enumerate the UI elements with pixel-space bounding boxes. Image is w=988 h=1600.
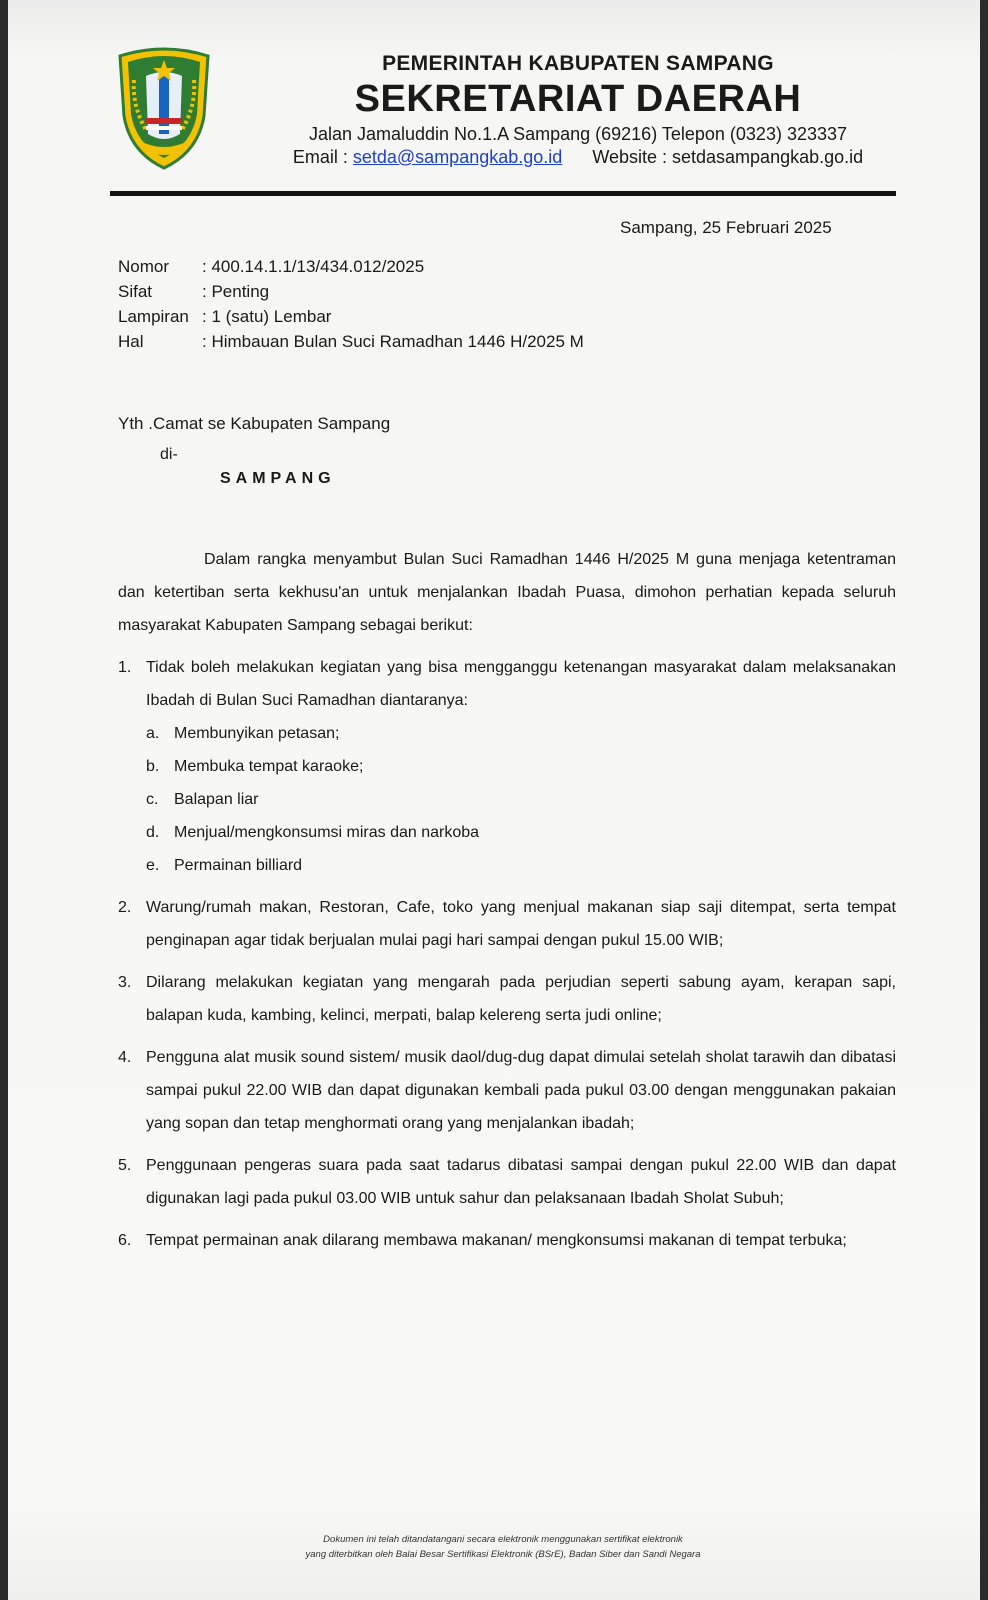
sub-list-item — [146, 849, 896, 882]
list-item — [118, 1041, 896, 1140]
footer-line-2: yang diterbitkan oleh Balai Besar Sertifikasi Elektronik (BSrE), Badan Siber dan Sandi Negara — [305, 1549, 701, 1560]
meta-row-sifat — [118, 279, 584, 304]
item-number: 2. — [118, 899, 132, 916]
item-number: 3. — [118, 974, 132, 991]
website-text: Website : setdasampangkab.go.id — [592, 147, 864, 167]
sub-item-text: Membunyikan petasan; — [174, 725, 340, 742]
meta-row-nomor — [118, 254, 584, 279]
meta-row-hal — [118, 329, 584, 354]
item-number: 6. — [118, 1232, 132, 1249]
letterhead-address: Jalan Jamaluddin No.1.A Sampang (69216) Telepon (0323) 323337 — [308, 124, 848, 144]
meta-value: : Penting — [202, 282, 270, 301]
letterhead-contact — [218, 147, 938, 168]
meta-key: Sifat — [118, 282, 153, 301]
list-item — [118, 966, 896, 1032]
list-item — [118, 651, 896, 882]
meta-key: Hal — [118, 332, 144, 351]
meta-value: : Himbauan Bulan Suci Ramadhan 1446 H/2025 M — [202, 332, 584, 351]
sub-item-text: Membuka tempat karaoke; — [174, 758, 364, 775]
letter-date: Sampang, 25 Februari 2025 — [620, 218, 832, 237]
sub-list-item — [146, 783, 896, 816]
kabupaten-sampang-emblem-icon — [112, 46, 216, 172]
numbered-list — [118, 651, 896, 1257]
document-page — [8, 0, 980, 1600]
sub-item-letter: b. — [146, 758, 160, 775]
list-item — [118, 1149, 896, 1215]
sub-item-text: Balapan liar — [174, 791, 259, 808]
letterhead-divider — [110, 191, 896, 196]
email-link[interactable]: setda@sampangkab.go.id — [352, 147, 563, 167]
item-text: Tidak boleh melakukan kegiatan yang bisa mengganggu ketenangan masyarakat dalam melaksanakan Ibadah di Bulan Suci Ramadhan diantaranya: — [146, 659, 896, 709]
item-text: Dilarang melakukan kegiatan yang mengarah pada perjudian seperti sabung ayam, kerapan sapi, balapan kuda, kambing, kelinci, merpati, balap kelereng serta judi online; — [146, 974, 896, 1024]
sub-item-letter: e. — [146, 857, 160, 874]
email-label: Email : — [292, 147, 348, 167]
sub-list-item — [146, 750, 896, 783]
recipient-city: SAMPANG — [220, 470, 336, 487]
sub-item-letter: d. — [146, 824, 160, 841]
recipient: Yth .Camat se Kabupaten Sampang — [118, 414, 391, 433]
item-number: 5. — [118, 1157, 132, 1174]
letter-body — [118, 543, 896, 1257]
item-number: 1. — [118, 659, 132, 676]
footer-line-1: Dokumen ini telah ditandatangani secara elektronik menggunakan sertifikat elektronik — [323, 1534, 683, 1545]
sub-item-text: Permainan billiard — [174, 857, 303, 874]
sub-list — [146, 717, 896, 882]
list-item — [118, 891, 896, 957]
letterhead — [218, 52, 938, 168]
e-signature-note — [218, 1532, 788, 1562]
letterhead-government: PEMERINTAH KABUPATEN SAMPANG — [382, 52, 774, 75]
sub-item-letter: a. — [146, 725, 160, 742]
item-text: Pengguna alat musik sound sistem/ musik daol/dug-dug dapat dimulai setelah sholat tarawih dan dibatasi sampai pukul 22.00 WIB dan dapat digunakan kembali pada pukul 03.00 dengan menggunakan pakaian yang sopan dan tetap menghormati orang yang menjalankan ibadah; — [146, 1049, 896, 1132]
list-item — [118, 1224, 896, 1257]
recipient-di: di- — [160, 446, 178, 463]
sub-list-item — [146, 717, 896, 750]
meta-key: Nomor — [118, 257, 170, 276]
sub-item-text: Menjual/mengkonsumsi miras dan narkoba — [174, 824, 480, 841]
item-number: 4. — [118, 1049, 132, 1066]
meta-row-lampiran — [118, 304, 584, 329]
sub-list-item — [146, 816, 896, 849]
meta-key: Lampiran — [118, 307, 189, 326]
item-text: Warung/rumah makan, Restoran, Cafe, toko yang menjual makanan siap saji ditempat, serta tempat penginapan agar tidak berjualan mulai pagi hari sampai dengan pukul 15.00 WIB; — [146, 899, 896, 949]
meta-value: : 1 (satu) Lembar — [202, 307, 332, 326]
letterhead-office: SEKRETARIAT DAERAH — [354, 78, 802, 120]
item-text: Penggunaan pengeras suara pada saat tadarus dibatasi sampai dengan pukul 22.00 WIB dan dapat digunakan lagi pada pukul 03.00 WIB untuk sahur dan pelaksanaan Ibadah Sholat Subuh; — [146, 1157, 896, 1207]
letter-meta — [118, 254, 584, 354]
intro-paragraph: Dalam rangka menyambut Bulan Suci Ramadhan 1446 H/2025 M guna menjaga ketentraman dan ketertiban serta kekhusu'an untuk menjalankan Ibadah Puasa, dimohon perhatian kepada seluruh masyarakat Kabupaten Sampang sebagai berikut: — [118, 551, 896, 634]
sub-item-letter: c. — [146, 791, 159, 808]
item-text: Tempat permainan anak dilarang membawa makanan/ mengkonsumsi makanan di tempat terbuka; — [146, 1232, 847, 1249]
meta-value: : 400.14.1.1/13/434.012/2025 — [202, 257, 425, 276]
